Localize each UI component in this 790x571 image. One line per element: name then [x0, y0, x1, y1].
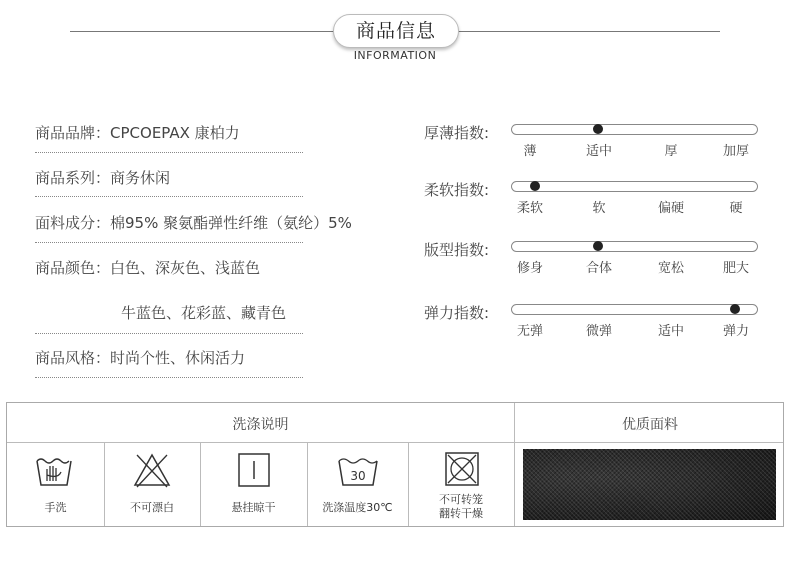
- care-label: 翻转干燥: [439, 507, 483, 520]
- fabric-swatch-image: [523, 449, 776, 520]
- fit-index-slider: [511, 241, 758, 252]
- info-series-label: 商品系列：: [35, 169, 111, 187]
- tick-label: 柔软: [516, 201, 543, 216]
- info-series-value: 商务休闲: [110, 169, 171, 187]
- info-colors-value-line2: 牛蓝色、花彩蓝、藏青色: [121, 304, 287, 322]
- tick-label: 肥大: [722, 261, 749, 276]
- care-label: 洗涤温度30℃: [322, 501, 393, 514]
- wash-temp-text: 30: [350, 469, 366, 483]
- softness-index-slider: [511, 181, 758, 192]
- tick-label: 微弹: [585, 324, 612, 339]
- thickness-index-slider: [511, 124, 758, 135]
- no-bleach-icon: [132, 451, 172, 489]
- tick-label: 偏硬: [657, 201, 684, 216]
- tick-label: 加厚: [722, 144, 749, 159]
- info-brand: [35, 122, 240, 143]
- elasticity-index-knob: [730, 304, 740, 314]
- tick-label: 修身: [516, 261, 543, 276]
- thickness-index-knob: [593, 124, 603, 134]
- tick-label: 弹力: [722, 324, 749, 339]
- section-title: 商品信息: [333, 14, 459, 48]
- thickness-index-label: 厚薄指数:: [424, 124, 490, 142]
- tick-label: 软: [592, 201, 606, 216]
- info-colors-value: 白色、深灰色、浅蓝色: [110, 259, 261, 277]
- tick-label: 合体: [585, 261, 612, 276]
- no-tumble-dry-icon: [444, 451, 480, 487]
- dotted-divider: [35, 333, 303, 334]
- tick-label: 硬: [729, 201, 743, 216]
- care-label: 不可转笼: [439, 493, 483, 506]
- tick-label: 宽松: [657, 261, 684, 276]
- tick-label: 适中: [585, 144, 612, 159]
- care-item-line-dry: [200, 443, 307, 527]
- tick-label: 厚: [664, 144, 678, 159]
- care-item-hand-wash: [7, 443, 104, 527]
- softness-index-knob: [530, 181, 540, 191]
- info-series: [35, 167, 170, 188]
- header-rule-right: [456, 31, 720, 32]
- section-subtitle: INFORMATION: [353, 49, 437, 62]
- tick-label: 适中: [657, 324, 684, 339]
- info-material: [35, 212, 352, 233]
- care-item-no-tumble-dry: [408, 443, 514, 527]
- info-style-value: 时尚个性、休闲活力: [110, 349, 246, 367]
- care-label: 悬挂晾干: [231, 501, 276, 514]
- info-colors: [35, 257, 260, 278]
- dotted-divider: [35, 152, 303, 153]
- care-label: 手洗: [44, 501, 67, 514]
- tick-label: 薄: [523, 144, 537, 159]
- dotted-divider: [35, 242, 303, 243]
- info-style-label: 商品风格：: [35, 349, 111, 367]
- elasticity-index-slider: [511, 304, 758, 315]
- fabric-heading: 优质面料: [622, 417, 678, 433]
- info-colors-label: 商品颜色：: [35, 259, 111, 277]
- info-brand-value: CPCOEPAX 康柏力: [110, 124, 240, 142]
- elasticity-index-label: 弹力指数:: [424, 304, 490, 322]
- line-dry-icon: [237, 452, 271, 488]
- wash-30-icon: [336, 453, 380, 489]
- info-material-label: 面料成分：: [35, 214, 111, 232]
- care-item-no-bleach: [104, 443, 200, 527]
- care-heading: 洗涤说明: [232, 417, 289, 433]
- info-style: [35, 347, 245, 368]
- care-label: 不可漂白: [130, 501, 174, 514]
- softness-index-label: 柔软指数:: [424, 181, 490, 199]
- dotted-divider: [35, 377, 303, 378]
- info-brand-label: 商品品牌：: [35, 124, 111, 142]
- info-material-value: 棉95% 聚氨酯弹性纤维（氨纶）5%: [110, 214, 352, 232]
- care-item-wash-30: [307, 443, 408, 527]
- hand-wash-icon: [34, 453, 74, 489]
- care-and-fabric-table: [6, 402, 784, 527]
- tick-label: 无弹: [516, 324, 543, 339]
- dotted-divider: [35, 196, 303, 197]
- fit-index-knob: [593, 241, 603, 251]
- header-rule-left: [70, 31, 334, 32]
- fit-index-label: 版型指数:: [424, 241, 490, 259]
